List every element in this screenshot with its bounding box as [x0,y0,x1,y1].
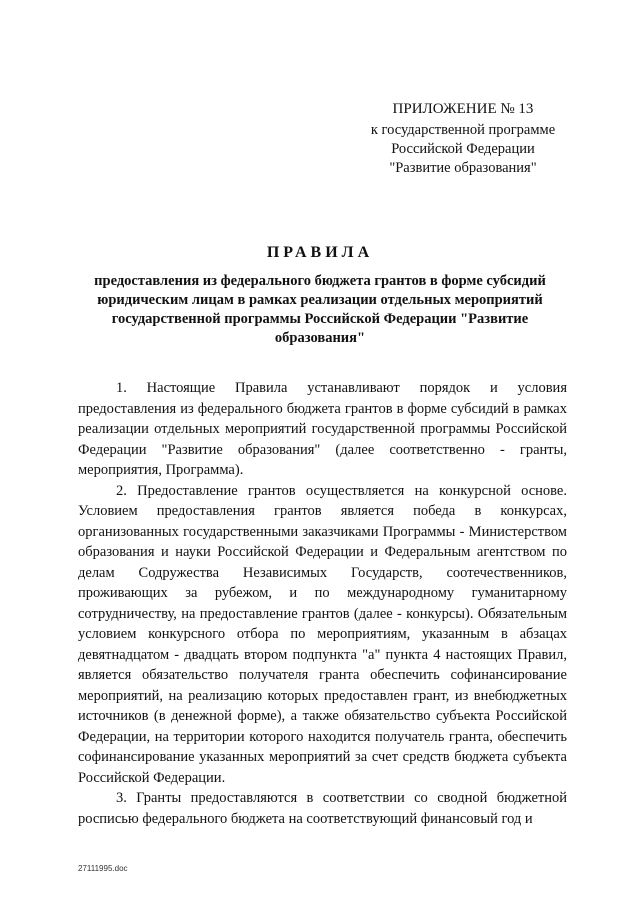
document-body [78,378,567,829]
document-subtitle: предоставления из федерального бюджета грантов в форме субсидий юридическим лицам в рамках реализации отдельных мероприятий государственной программы Российской Федерации "Развитие образования" [94,273,546,346]
appendix-line: к государственной программе [370,122,556,138]
paragraph: 1. Настоящие Правила устанавливают порядок и условия предоставления из федерального бюджета грантов в форме субсидий в рамках реализации отдельных мероприятий государственной программы Российской Федерации "Развитие образования" (далее соответственно - гранты, мероприятия, Программа). [78,380,567,478]
document-title: ПРАВИЛА [266,244,374,261]
paragraph: 2. Предоставление грантов осуществляется на конкурсной основе. Условием предоставления грантов является победа в конкурсах, организованных государственными заказчиками Программы - Министерством образования и науки Российской Федерации и Федеральным агентством по делам Содружества Независимых Государств, соотечественников, проживающих за рубежом, и по международному гуманитарному сотрудничеству, на предоставление грантов (далее - конкурсы). Обязательным условием конкурсного отбора по мероприятиям, указанным в абзацах девятнадцатом - двадцать втором подпункта "а" пункта 4 настоящих Правил, является обязательство получателя гранта обеспечить софинансирование мероприятий, на реализацию которых предоставлен грант, из внебюджетных источников (в денежной форме), а также обязательство субъекта Российской Федерации, на территории которого находится получатель гранта, обеспечить софинансирование указанных мероприятий за счет средств бюджета субъекта Российской Федерации. [78,482,567,786]
paragraph: 3. Гранты предоставляются в соответствии со сводной бюджетной росписью федерального бюджета на соответствующий финансовый год и [78,790,567,827]
file-name-footer: 27111995.doc [78,864,128,873]
appendix-line: "Развитие образования" [389,160,537,176]
appendix-line: Российской Федерации [391,141,535,157]
appendix-block [358,100,568,178]
appendix-heading: ПРИЛОЖЕНИЕ № 13 [392,101,534,117]
